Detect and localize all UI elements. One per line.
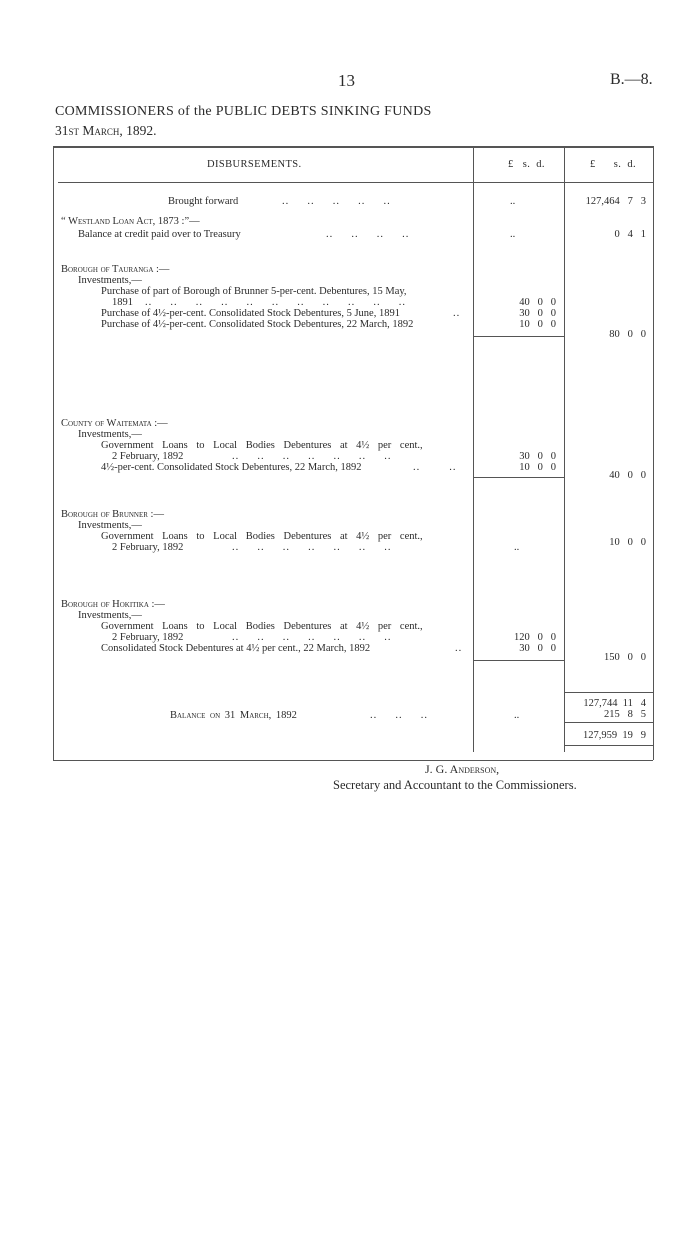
grand-total-amount: 127,959 19 9 [583,730,646,741]
hokitika-heading: Borough of Hokitika :— [61,599,165,610]
leader-dots: .. .. .. .. [326,229,410,240]
total-rule-top [565,692,653,693]
westland-heading: “ Westland Loan Act, 1873 :”— [61,216,200,227]
waitemata-amount-2: 10 0 0 [519,462,556,473]
tauranga-amount-2: 30 0 0 [519,308,556,319]
leader-dots: .. .. [413,462,457,473]
subtotal-amount: 127,744 11 4 [583,698,646,709]
waitemata-amount-1: 30 0 0 [519,451,556,462]
column-divider-2 [564,146,565,752]
table-bottom-rule [53,760,653,761]
leader-dots: .. .. .. [370,710,428,721]
brunner-col1: .. [514,542,520,553]
report-date: 31st March, 1892. [55,123,157,138]
waitemata-total: 40 0 0 [609,470,646,481]
westland-col1: .. [510,229,516,240]
column-units-2: £ s. d. [590,159,637,170]
hokitika-line1a: Government Loans to Local Bodies Debentures at 4½ per cent., [101,621,423,632]
document-reference: B.—8. [610,71,653,88]
column-units-1: £ s. d. [508,159,545,170]
tauranga-total: 80 0 0 [609,329,646,340]
tauranga-amount-1: 40 0 0 [519,297,556,308]
hokitika-line1b: 2 February, 1892 [112,632,184,643]
hokitika-line2: Consolidated Stock Debentures at 4½ per cent., 22 March, 1892 [101,643,371,654]
tauranga-line3: Purchase of 4½-per-cent. Consolidated Stock Debentures, 22 March, 1892 [101,319,414,330]
westland-line: Balance at credit paid over to Treasury [78,229,241,240]
column-heading-disbursements: DISBURSEMENTS. [207,159,302,170]
balance-label: Balance on 31 March, 1892 [170,710,297,721]
tauranga-sub: Investments,— [78,275,142,286]
westland-col2: 0 4 1 [614,229,646,240]
table-top-rule-2 [53,147,653,148]
brought-forward-col1: .. [510,196,516,207]
hokitika-amount-1: 120 0 0 [514,632,556,643]
brunner-line1b: 2 February, 1892 [112,542,184,553]
tauranga-line1b: 1891 [112,297,133,308]
leader-dots: .. [453,308,461,319]
leader-dots: .. .. .. .. .. [282,196,391,207]
waitemata-line1a: Government Loans to Local Bodies Debentures at 4½ per cent., [101,440,423,451]
page-title: COMMISSIONERS of the PUBLIC DEBTS SINKING FUNDS [55,104,432,119]
tauranga-amount-3: 10 0 0 [519,319,556,330]
brunner-heading: Borough of Brunner :— [61,509,164,520]
balance-col1: .. [514,710,520,721]
leader-dots: .. .. .. .. .. .. .. [232,451,392,462]
tauranga-line1a: Purchase of part of Borough of Brunner 5-per-cent. Debentures, 15 May, [101,286,407,297]
leader-dots: .. [455,643,463,654]
brought-forward-col2: 127,464 7 3 [585,196,646,207]
waitemata-heading: County of Waitemata :— [61,418,168,429]
signatory-name: J. G. Anderson, [425,762,500,776]
total-rule-middle [565,722,653,723]
leader-dots: .. .. .. .. .. .. .. .. .. .. .. [145,297,406,308]
waitemata-line1b: 2 February, 1892 [112,451,184,462]
hokitika-total: 150 0 0 [604,652,646,663]
waitemata-line2: 4½-per-cent. Consolidated Stock Debentures, 22 March, 1892 [101,462,362,473]
brunner-line1a: Government Loans to Local Bodies Debentures at 4½ per cent., [101,531,423,542]
leader-dots: .. .. .. .. .. .. .. [232,632,392,643]
left-border [53,146,54,760]
brunner-total: 10 0 0 [609,537,646,548]
hokitika-subtotal-rule [474,660,564,661]
waitemata-sub: Investments,— [78,429,142,440]
waitemata-subtotal-rule [474,477,564,478]
hokitika-amount-2: 30 0 0 [519,643,556,654]
hokitika-sub: Investments,— [78,610,142,621]
column-divider-1 [473,146,474,752]
balance-amount: 215 8 5 [604,709,646,720]
leader-dots: .. .. .. .. .. .. .. [232,542,392,553]
page-number: 13 [338,71,355,90]
tauranga-heading: Borough of Tauranga :— [61,264,170,275]
total-rule-bottom [565,745,653,746]
tauranga-line2: Purchase of 4½-per-cent. Consolidated Stock Debentures, 5 June, 1891 [101,308,400,319]
brunner-sub: Investments,— [78,520,142,531]
right-border [653,146,654,760]
brought-forward-label: Brought forward [168,196,239,207]
tauranga-subtotal-rule [474,336,564,337]
signatory-title: Secretary and Accountant to the Commissioners. [333,778,577,792]
